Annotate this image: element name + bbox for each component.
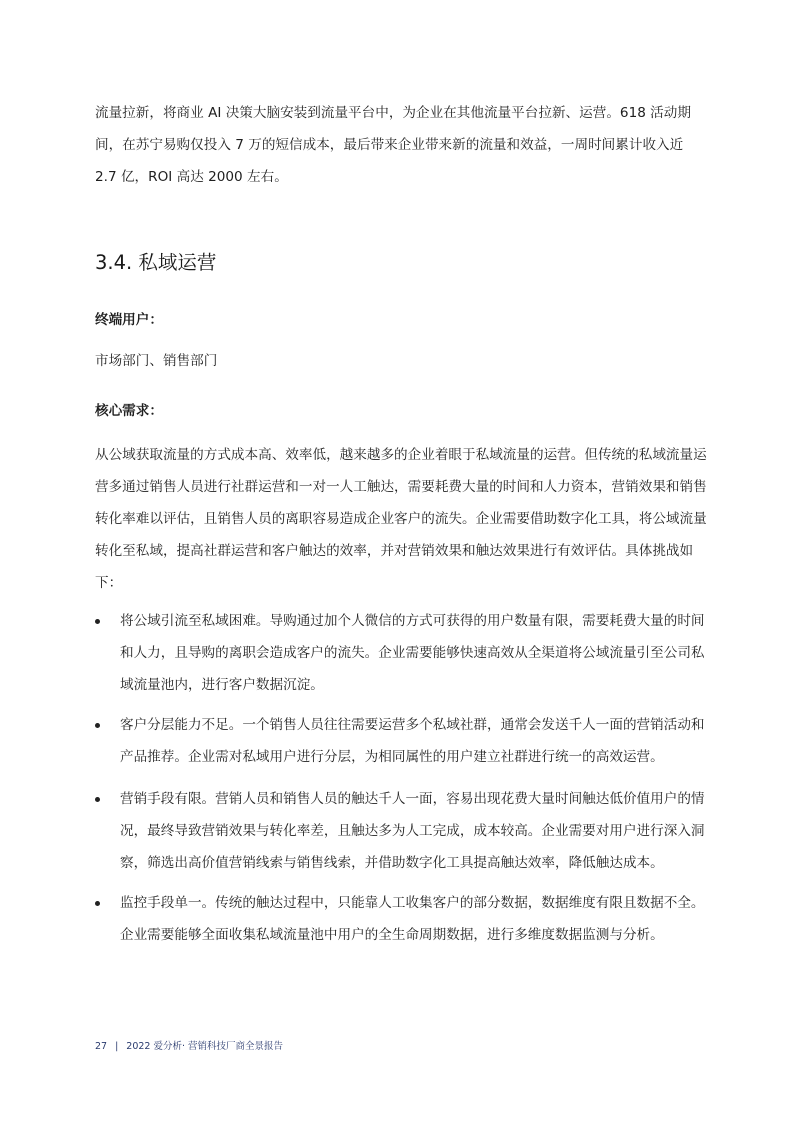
list-item — [95, 709, 707, 773]
footer-separator: | — [115, 1041, 119, 1052]
bullet-icon — [95, 797, 100, 802]
core-needs-label: 核心需求： — [95, 403, 163, 419]
intro-paragraph: 流量拉新，将商业 AI 决策大脑安装到流量平台中，为企业在其他流量平台拉新、运营。618 活动期间，在苏宁易购仅投入 7 万的短信成本，最后带来企业带来新的流量和效益，一周时间累计收入近 2.7 亿，ROI 高达 2000 左右。 — [95, 105, 691, 185]
bullet-text: 营销手段有限。营销人员和销售人员的触达千人一面，容易出现花费大量时间触达低价值用户的情况，最终导致营销效果与转化率差，且触达多为人工完成，成本较高。企业需要对用户进行深入洞察，筛选出高价值营销线索与销售线索，并借助数字化工具提高触达效率，降低触达成本。 — [120, 791, 705, 871]
end-users-label: 终端用户： — [95, 312, 163, 328]
list-item — [95, 605, 707, 701]
bullet-text: 客户分层能力不足。一个销售人员往往需要运营多个私域社群，通常会发送千人一面的营销活动和产品推荐。企业需对私域用户进行分层，为相同属性的用户建立社群进行统一的高效运营。 — [120, 717, 705, 765]
bullet-text: 将公域引流至私域困难。导购通过加个人微信的方式可获得的用户数量有限，需要耗费大量的时间和人力，且导购的离职会造成客户的流失。企业需要能够快速高效从全渠道将公域流量引至公司私域流量池内，进行客户数据沉淀。 — [120, 613, 705, 693]
bullet-icon — [95, 723, 100, 728]
bullet-icon — [95, 901, 100, 906]
core-needs-paragraph: 从公域获取流量的方式成本高、效率低，越来越多的企业着眼于私域流量的运营。但传统的私域流量运营多通过销售人员进行社群运营和一对一人工触达，需要耗费大量的时间和人力资本，营销效果和销售转化率难以评估，且销售人员的离职容易造成企业客户的流失。企业需要借助数字化工具，将公域流量转化至私域，提高社群运营和客户触达的效率，并对营销效果和触达效果进行有效评估。具体挑战如下： — [95, 447, 707, 591]
page-number: 27 — [95, 1041, 108, 1052]
bullet-icon — [95, 619, 100, 624]
list-item — [95, 783, 707, 879]
bullet-text: 监控手段单一。传统的触达过程中，只能靠人工收集客户的部分数据，数据维度有限且数据不全。企业需要能够全面收集私域流量池中用户的全生命周期数据，进行多维度数据监测与分析。 — [120, 895, 705, 943]
end-users-value: 市场部门、销售部门 — [95, 353, 218, 369]
list-item — [95, 887, 707, 951]
section-heading: 3.4. 私域运营 — [95, 251, 217, 274]
page-footer — [95, 1040, 283, 1054]
report-title: 2022 爱分析· 营销科技厂商全景报告 — [126, 1041, 284, 1052]
